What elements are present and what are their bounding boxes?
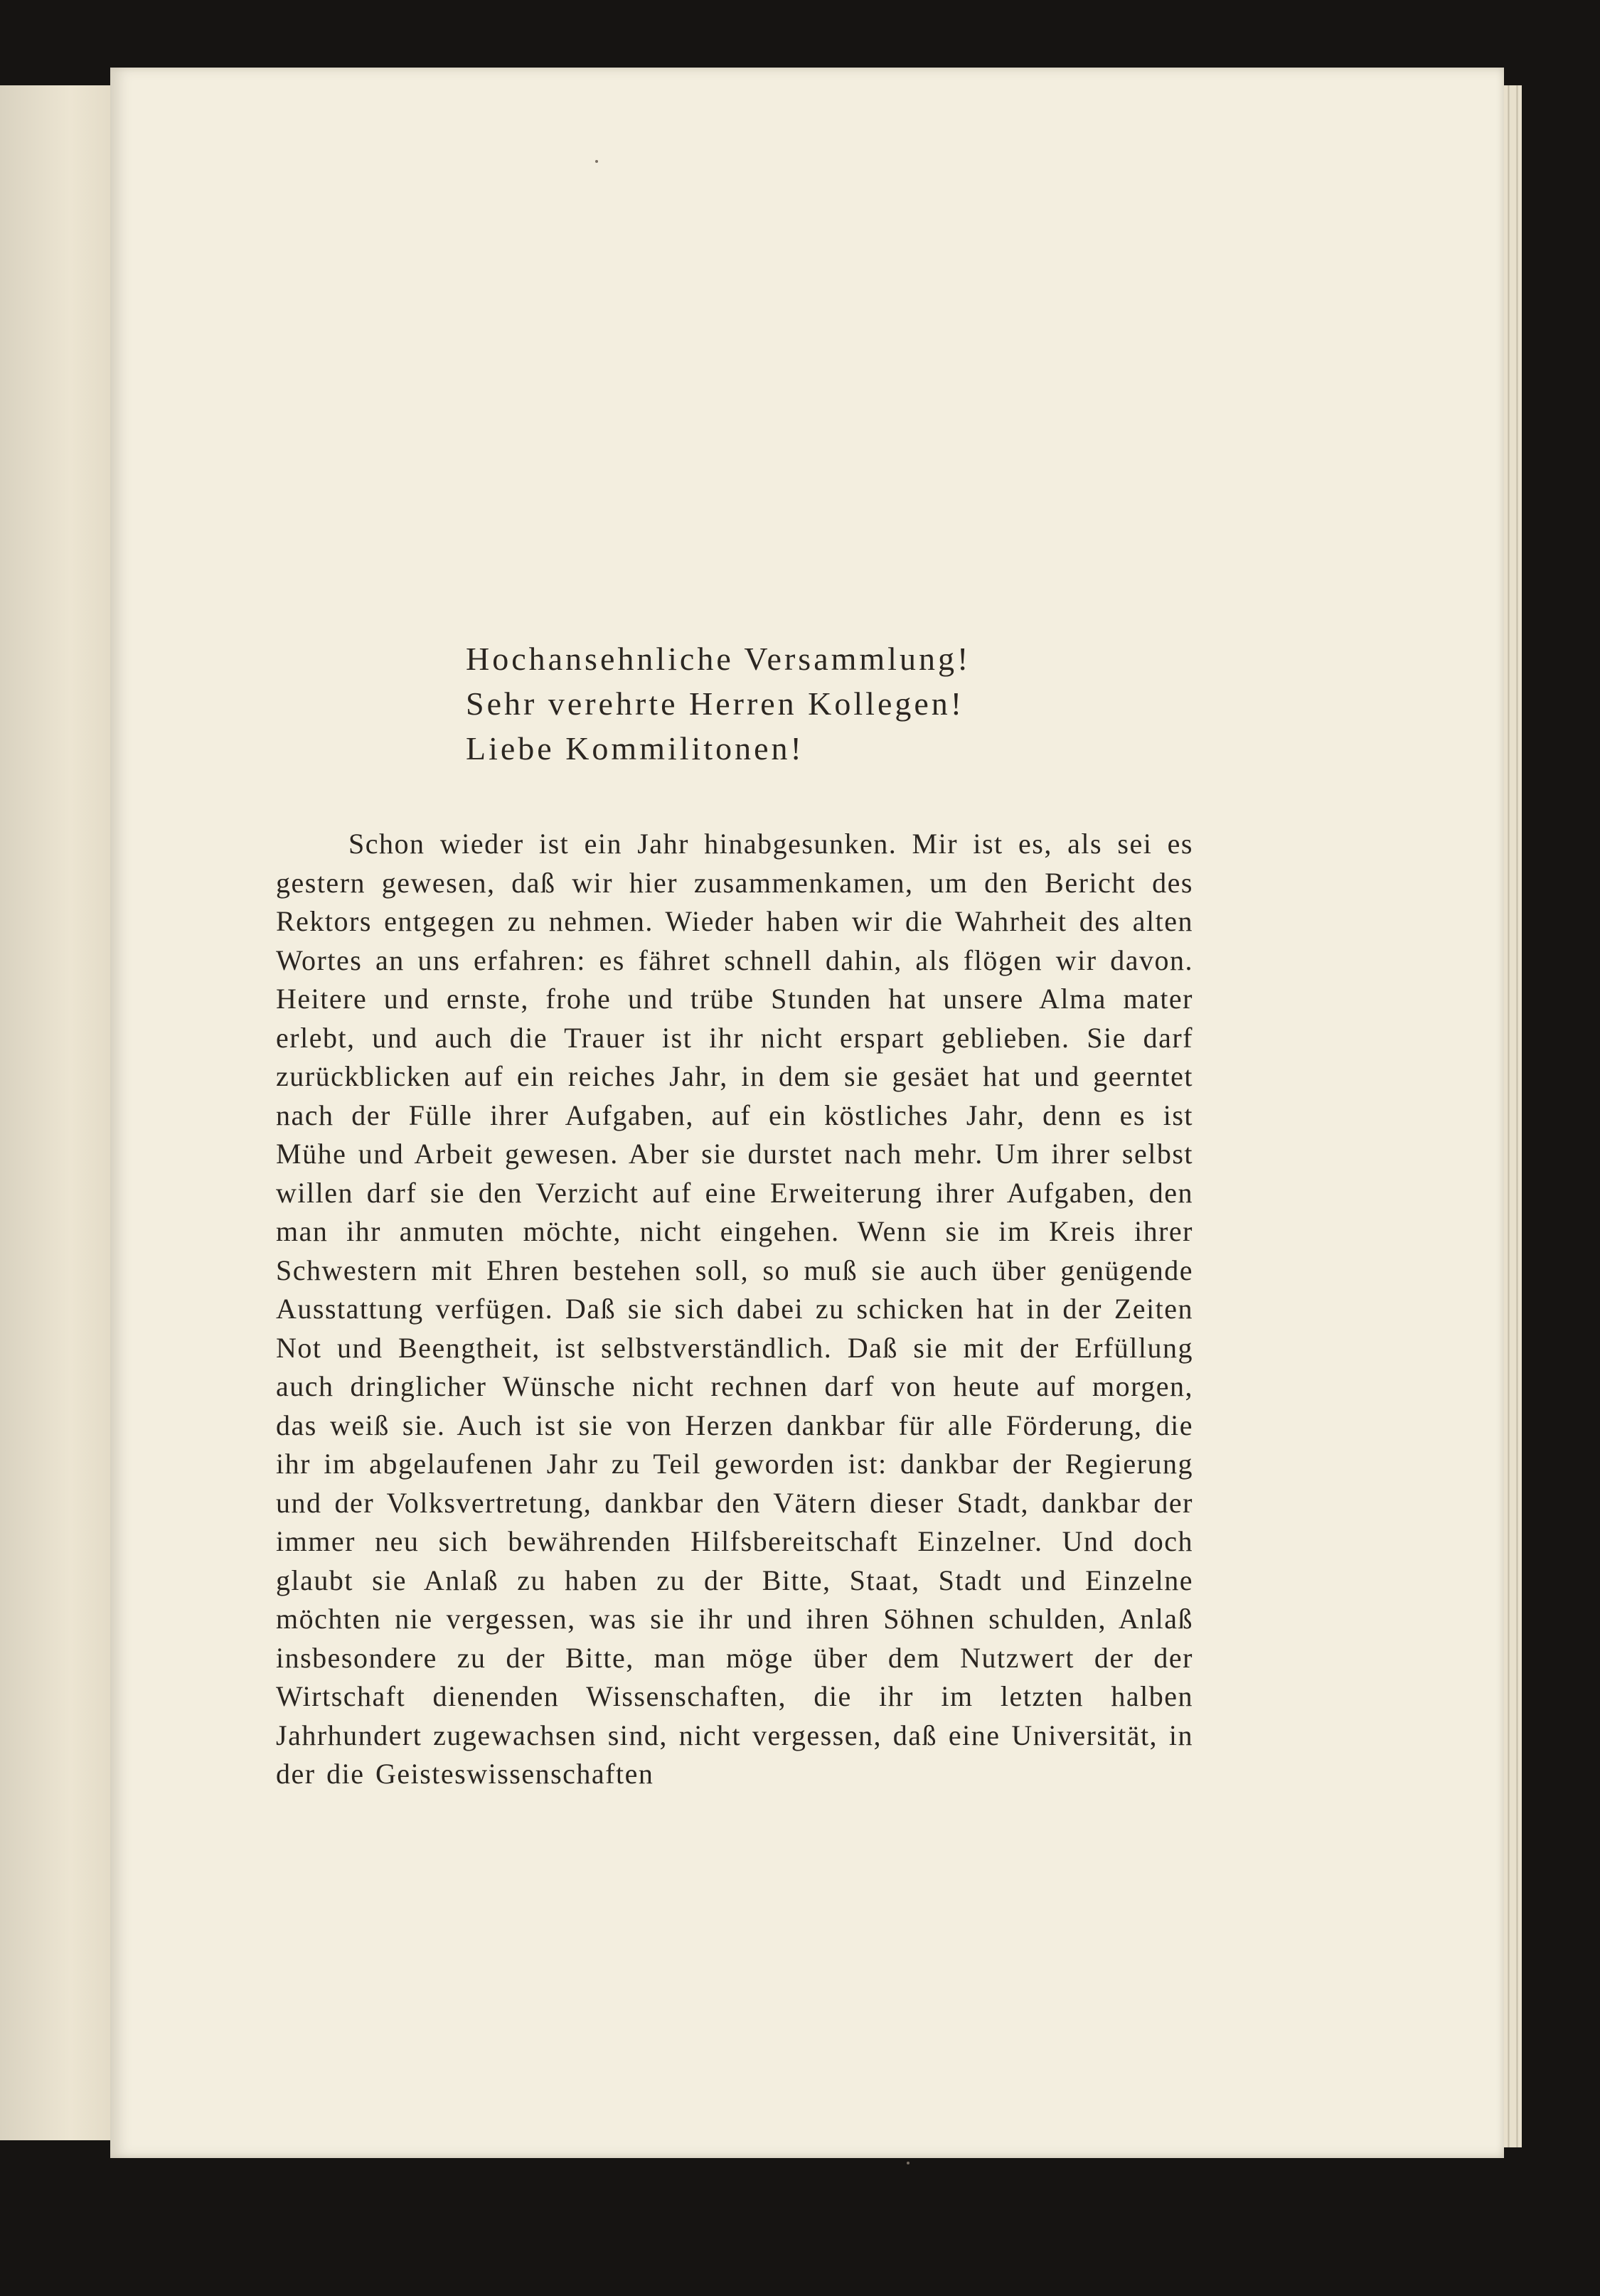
paper-speck xyxy=(907,2162,910,2164)
previous-page-edge xyxy=(0,85,119,2140)
paper-speck xyxy=(595,160,598,163)
salutation-line: Hochansehnliche Versammlung! xyxy=(466,641,971,677)
salutation-block xyxy=(466,636,971,771)
body-paragraph: Schon wieder ist ein Jahr hinabgesunken. Mir ist es, als sei es gestern gewesen, daß wir hier zusammenkamen, um den Bericht des Rektors entgegen zu nehmen. Wieder haben wir die Wahrheit des alten Wortes an uns erfahren: es fähret schnell dahin, als flögen wir davon. Heitere und ernste, frohe und trübe Stunden hat unsere Alma mater erlebt, und auch die Trauer ist ihr nicht erspart geblieben. Sie darf zurückblicken auf ein reiches Jahr, in dem sie gesäet hat und geerntet nach der Fülle ihrer Aufgaben, auf ein köstliches Jahr, denn es ist Mühe und Arbeit gewesen. Aber sie durstet nach mehr. Um ihrer selbst willen darf sie den Verzicht auf eine Erweiterung ihrer Aufgaben, den man ihr anmuten möchte, nicht eingehen. Wenn sie im Kreis ihrer Schwestern mit Ehren bestehen soll, so muß sie auch über genügende Ausstattung verfügen. Daß sie sich dabei zu schicken hat in der Zeiten Not und Beengtheit, ist selbstverständlich. Daß sie mit der Erfüllung auch dringlicher Wünsche nicht rechnen darf von heute auf morgen, das weiß sie. Auch ist sie von Herzen dankbar für alle Förderung, die ihr im abgelaufenen Jahr zu Teil geworden ist: dankbar der Regierung und der Volksvertretung, dankbar den Vätern dieser Stadt, dankbar der immer neu sich bewährenden Hilfsbereitschaft Einzelner. Und doch glaubt sie Anlaß zu haben zu der Bitte, Staat, Stadt und Einzelne möchten nie vergessen, was sie ihr und ihren Söhnen schulden, Anlaß insbesondere zu der Bitte, man möge über dem Nutzwert der der Wirtschaft dienenden Wissenschaften, die ihr im letzten halben Jahrhundert zugewachsen sind, nicht vergessen, daß eine Universität, in der die Geisteswissenschaften xyxy=(276,828,1193,1790)
salutation-line: Liebe Kommilitonen! xyxy=(466,730,804,767)
salutation-line: Sehr verehrte Herren Kollegen! xyxy=(466,685,965,722)
